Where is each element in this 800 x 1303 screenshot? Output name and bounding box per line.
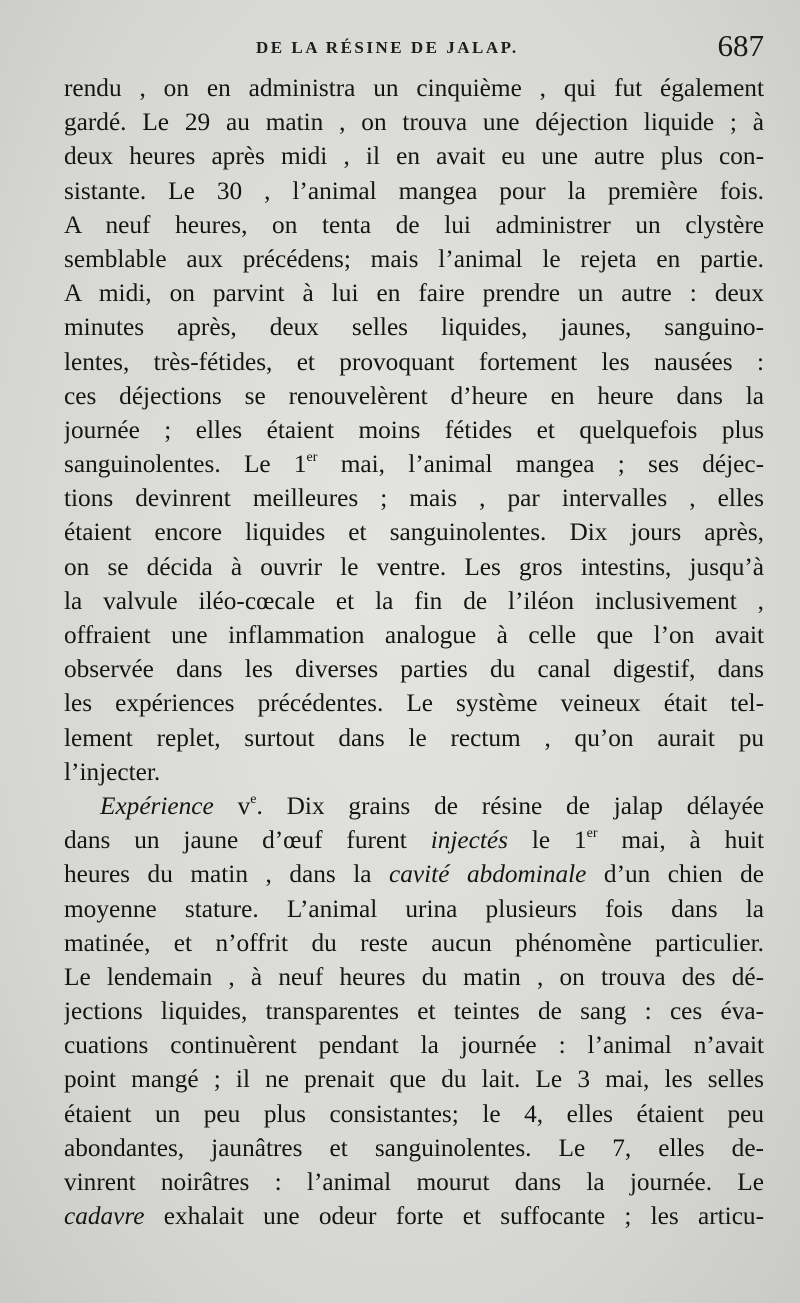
text-segment: sanguinolentes. Le 1 — [64, 450, 307, 479]
text-line: tions devinrent meilleures ; mais , par intervalles , elles — [64, 484, 764, 513]
text-line: matinée, et n’offrit du reste aucun phénomène particulier. — [64, 928, 764, 957]
text-line: gardé. Le 29 au matin , on trouva une déjection liquide ; à — [64, 108, 764, 137]
text-segment: dans un jaune d’œuf furent — [64, 826, 407, 855]
text-line — [64, 857, 764, 891]
text-line: abondantes, jaunâtres et sanguinolentes. Le 7, elles de- — [64, 1133, 764, 1162]
text-line: minutes après, deux selles liquides, jaunes, sanguino- — [64, 313, 764, 342]
text-line: A neuf heures, on tenta de lui administrer un clystère — [64, 210, 764, 239]
text-line: semblable aux précédens; mais l’animal le rejeta en partie. — [64, 244, 764, 273]
text-segment: heures du matin , dans la — [64, 860, 372, 889]
text-line: lement replet, surtout dans le rectum , qu’on aurait pu — [64, 723, 764, 752]
text-segment: . Dix grains de résine de jalap délayée — [256, 791, 764, 820]
text-line: point mangé ; il ne prenait que du lait. Le 3 mai, les selles — [64, 1065, 764, 1094]
text-line — [64, 823, 764, 857]
text-line — [64, 1199, 764, 1233]
italic-term: cadavre — [64, 1202, 145, 1231]
text-segment: v — [213, 791, 251, 820]
text-line: les expériences précédentes. Le système veineux était tel- — [64, 689, 764, 718]
superscript: er — [306, 449, 318, 465]
text-segment: le 1 — [507, 826, 587, 855]
text-line: lentes, très-fétides, et provoquant fortement les nausées : — [64, 347, 764, 376]
text-line: journée ; elles étaient moins fétides et quelquefois plus — [64, 415, 764, 444]
text-line: rendu , on en administra un cinquième , qui fut également — [64, 74, 764, 102]
text-segment: exhalait une odeur forte et suffocante ; les articu- — [163, 1202, 764, 1231]
text-line: l’injecter. — [64, 757, 161, 786]
text-line: Le lendemain , à neuf heures du matin , on trouva des dé- — [64, 962, 764, 991]
body-text — [64, 71, 764, 1233]
text-line: ces déjections se renouvelèrent d’heure en heure dans la — [64, 381, 764, 410]
text-line: vinrent noirâtres : l’animal mourut dans la journée. Le — [64, 1168, 764, 1196]
text-line: la valvule iléo-cœcale et la fin de l’iléon inclusivement , — [64, 586, 764, 615]
superscript: e — [250, 791, 257, 807]
text-line: on se décida à ouvrir le ventre. Les gros intestins, jusqu’à — [64, 552, 764, 581]
experiment-heading: Expérience — [100, 791, 214, 820]
text-line — [64, 789, 764, 823]
page-number: 687 — [717, 28, 764, 63]
text-line: deux heures après midi , il en avait eu une autre plus con- — [64, 142, 764, 171]
text-segment: d’un chien de — [586, 860, 764, 889]
text-line: observée dans les diverses parties du canal digestif, dans — [64, 655, 764, 684]
running-head-title: DE LA RÉSINE DE JALAP. — [256, 38, 519, 57]
text-segment: mai, à huit — [597, 826, 764, 855]
italic-term: cavité abdominale — [389, 860, 587, 889]
text-line: étaient encore liquides et sanguinolentes. Dix jours après, — [64, 518, 764, 547]
text-line: étaient un peu plus consistantes; le 4, elles étaient peu — [64, 1099, 764, 1128]
superscript: er — [586, 825, 598, 841]
text-line: jections liquides, transparentes et teintes de sang : ces éva- — [64, 997, 764, 1026]
text-line: A midi, on parvint à lui en faire prendre un autre : deux — [64, 279, 764, 308]
italic-term: injectés — [430, 826, 508, 855]
running-head — [0, 28, 800, 68]
text-segment: mai, l’animal mangea ; ses déjec- — [317, 450, 764, 479]
text-line: moyenne stature. L’animal urina plusieurs fois dans la — [64, 894, 764, 923]
text-line — [64, 447, 764, 481]
text-line: sistante. Le 30 , l’animal mangea pour la première fois. — [64, 176, 764, 205]
text-line: cuations continuèrent pendant la journée : l’animal n’avait — [64, 1031, 764, 1060]
text-line: offraient une inflammation analogue à celle que l’on avait — [64, 621, 764, 649]
